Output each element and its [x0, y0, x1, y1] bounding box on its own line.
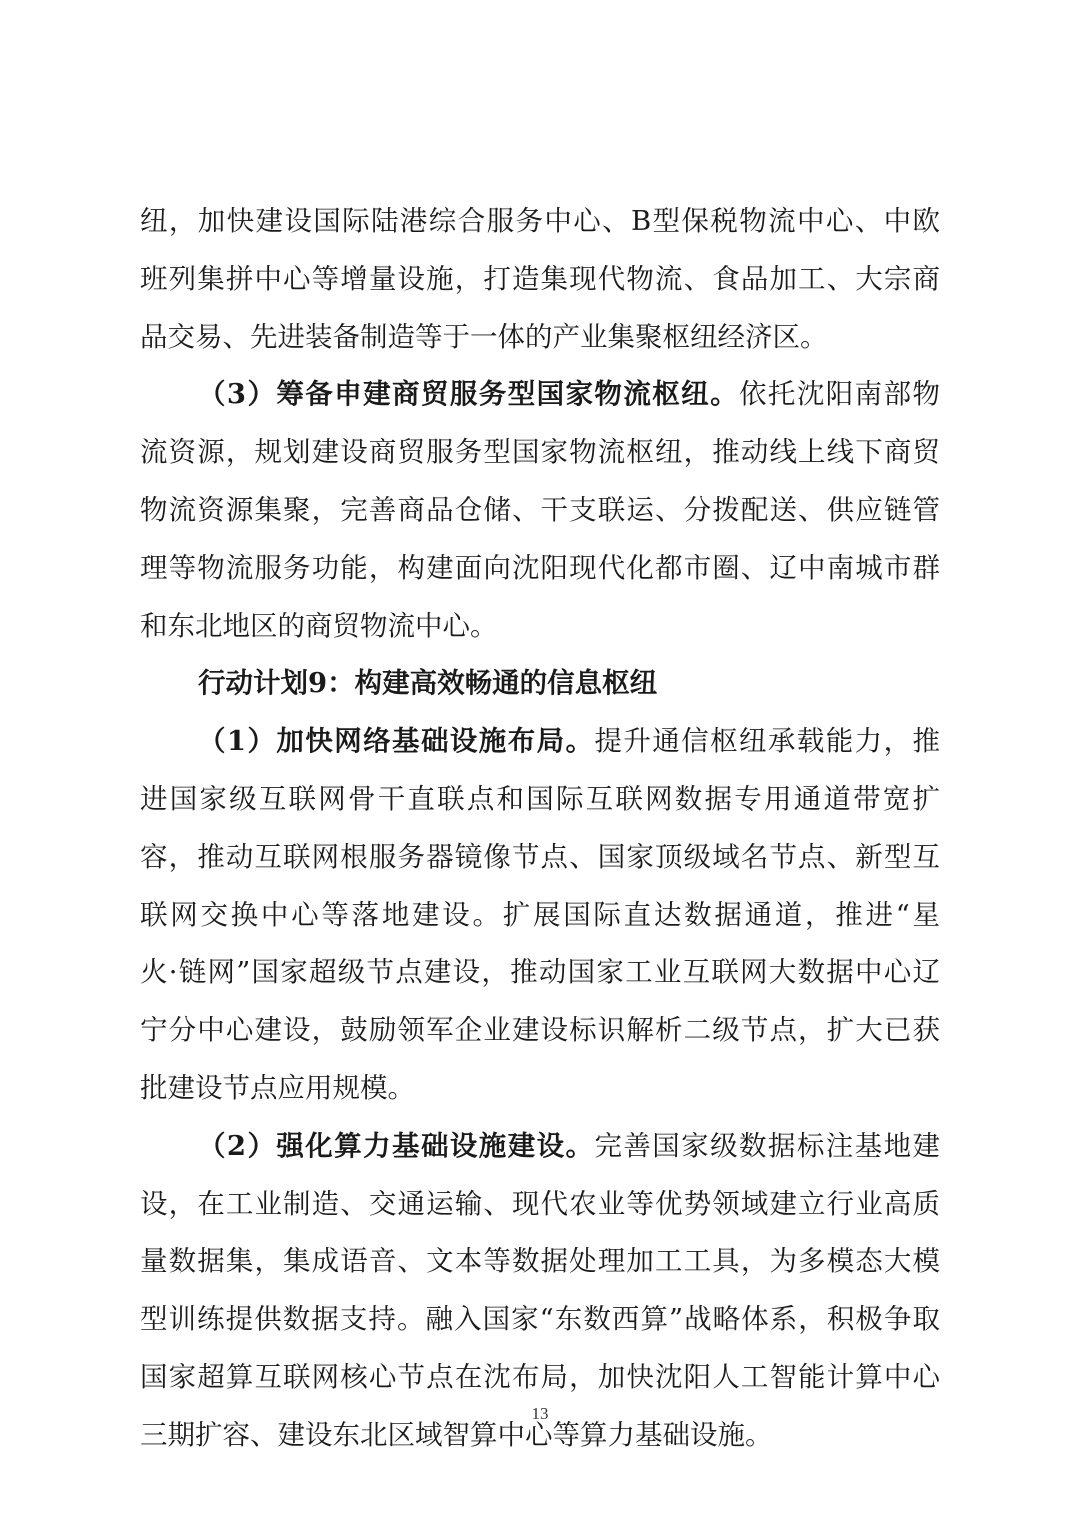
text-line: 纽，加快建设国际陆港综合服务中心、B型保税物流中心、中欧: [140, 205, 940, 237]
section-heading-2: （2）强化算力基础设施建设。: [198, 1129, 595, 1162]
text-line: 三期扩容、建设东北区域智算中心等算力基础设施。: [140, 1418, 773, 1451]
section-lead-line: [140, 366, 940, 424]
text-line: 火·链网”国家超级节点建设，推动国家工业互联网大数据中心辽: [140, 956, 940, 989]
page-number: 13: [531, 1404, 549, 1423]
text-line: 宁分中心建设，鼓励领军企业建设标识解析二级节点，扩大已获: [140, 1014, 940, 1047]
text-line: 理等物流服务功能，构建面向沈阳现代化都市圈、辽中南城市群: [140, 551, 940, 584]
action-plan-heading: 行动计划9：构建高效畅通的信息枢纽: [198, 667, 658, 700]
text-line: 国家超算互联网核心节点在沈布局，加快沈阳人工智能计算中心: [140, 1360, 940, 1393]
section-text: 提升通信枢纽承载能力，推: [594, 725, 940, 758]
text-line: 流资源，规划建设商贸服务型国家物流枢纽，推动线上线下商贸: [140, 436, 940, 469]
text-line: 量数据集，集成语音、文本等数据处理加工工具，为多模态大模: [140, 1245, 940, 1278]
text-line: 进国家级互联网骨干直联点和国际互联网数据专用通道带宽扩: [140, 782, 940, 815]
text-line: 型训练提供数据支持。融入国家“东数西算”战略体系，积极争取: [140, 1303, 940, 1336]
text-line: 批建设节点应用规模。: [140, 1071, 415, 1104]
text-line: 容，推动互联网根服务器镜像节点、国家顶级域名节点、新型互: [140, 840, 940, 873]
text-line: 和东北地区的商贸物流中心。: [140, 609, 498, 642]
section-lead-line: [140, 713, 940, 771]
text-line: 班列集拼中心等增量设施，打造集现代物流、食品加工、大宗商: [140, 262, 940, 295]
text-line: 品交易、先进装备制造等于一体的产业集聚枢纽经济区。: [140, 320, 828, 353]
text-line: 设，在工业制造、交通运输、现代农业等优势领域建立行业高质: [140, 1187, 940, 1220]
section-heading-3: （3）筹备申建商贸服务型国家物流枢纽。: [198, 378, 740, 411]
section-heading-1: （1）加快网络基础设施布局。: [198, 725, 595, 758]
text-line: 物流资源集聚，完善商品仓储、干支联运、分拨配送、供应链管: [140, 493, 940, 526]
text-line: 联网交换中心等落地建设。扩展国际直达数据通道，推进“星: [140, 898, 940, 931]
section-lead-line: [140, 1118, 940, 1176]
section-text: 完善国家级数据标注基地建: [594, 1129, 940, 1162]
document-body: [140, 193, 940, 1465]
section-text: 依托沈阳南部物: [739, 378, 941, 411]
